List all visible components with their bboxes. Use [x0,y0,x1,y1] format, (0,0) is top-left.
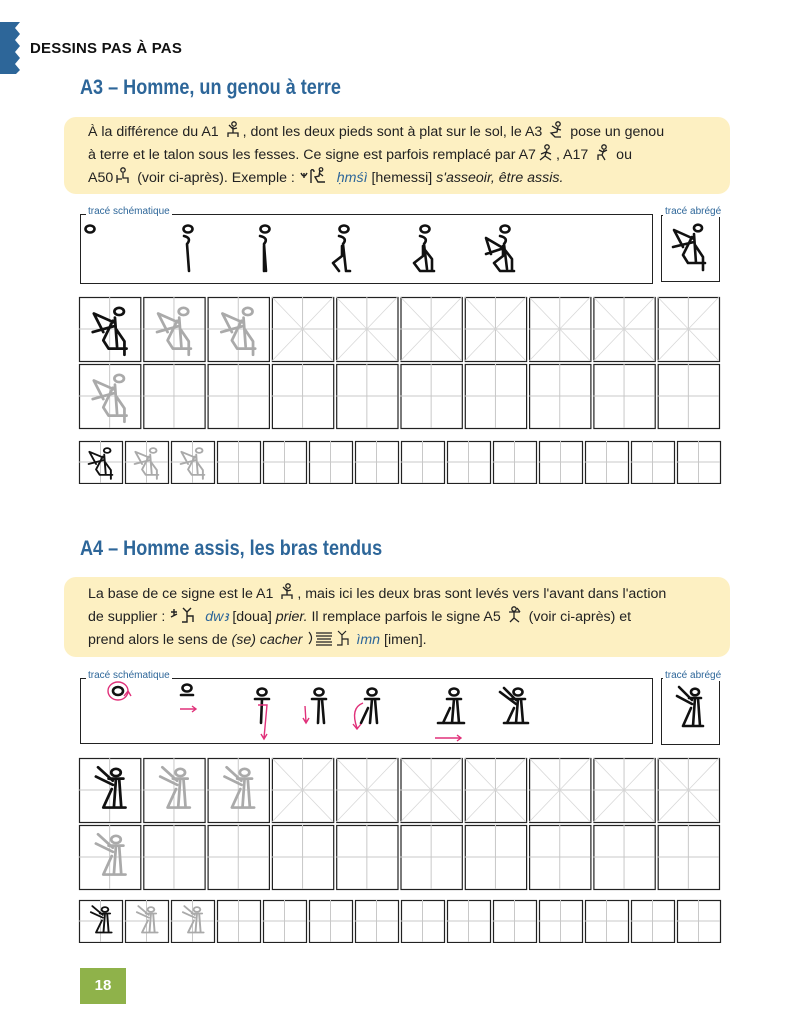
practice-cell [263,441,307,484]
practice-cell [336,297,398,362]
practice-cell [493,441,537,484]
practice-cell [593,364,655,429]
practice-cell [529,297,591,362]
practice-cell [125,900,169,943]
practice-cell [79,297,141,362]
text: prend alors le sens de [88,632,232,648]
a4-abbreviated-glyph [661,678,720,745]
practice-cell [309,900,353,943]
section-header: DESSINS PAS À PAS [30,40,183,57]
practice-cell [143,825,205,890]
example-hieroglyphs-icon [306,629,352,647]
practice-cell [208,364,270,429]
text: , A17 [555,147,593,163]
seated-man-glyph-icon [277,583,297,601]
practice-cell [658,758,720,823]
practice-cell [529,825,591,890]
practice-cell [401,825,463,890]
practice-cell [272,364,334,429]
section-title-a4: A4 – Homme assis, les bras tendus [80,537,383,560]
text: (voir ci-après) et [524,609,632,625]
section-title-a3: A3 – Homme, un genou à terre [80,76,341,99]
a4-small-practice-grid [78,899,725,943]
step-7 [500,688,528,723]
step-1 [86,226,95,233]
a3-abbreviated-glyph [661,215,720,282]
meaning: prier. [275,609,308,625]
a3-small-practice-grid [78,440,725,484]
practice-cell [143,364,205,429]
seated-man-glyph-icon [223,121,243,139]
practice-cell [539,900,583,943]
practice-cell [217,900,261,943]
practice-cell [631,441,675,484]
step-4 [333,226,350,272]
practice-cell [272,758,334,823]
step-3 [260,226,270,272]
practice-cell [631,900,675,943]
example-hieroglyphs-icon [299,167,333,185]
man-on-chair-glyph-icon [113,167,133,185]
practice-cell [447,900,491,943]
practice-cell [401,900,445,943]
practice-cell [447,441,491,484]
practice-cell [658,825,720,890]
practice-cell [585,441,629,484]
step-6 [438,689,464,724]
page-number: 18 [80,968,126,1004]
meaning: s'asseoir, être assis. [436,170,564,186]
a3-step-drawings [80,214,653,284]
callout-a4 [64,577,730,657]
practice-cell [336,364,398,429]
transliteration: dwꜣ [205,609,229,625]
a3-practice-grid [78,296,725,430]
text: (voir ci-après). Exemple : [133,170,295,186]
practice-cell [465,825,527,890]
text: Il remplace parfois le signe A5 [307,609,505,625]
practice-cell [355,900,399,943]
abbreviated-trace-label: tracé abrégé [665,206,722,217]
callout-a3 [64,117,730,194]
practice-cell [593,297,655,362]
a4-practice-grid [78,757,725,891]
text: à terre et le talon sous les fesses. Ce signe est parfois remplacé par A7 [88,147,536,163]
practice-cell [79,441,123,484]
practice-cell [493,900,537,943]
step-2 [184,226,193,272]
practice-cell [401,297,463,362]
header-badge-icon [0,22,20,74]
practice-cell [143,297,205,362]
practice-cell [539,441,583,484]
practice-cell [401,758,463,823]
text: À la différence du A1 [88,124,223,140]
schematic-trace-label: tracé schématique [88,670,170,681]
text: de supplier : [88,609,166,625]
man-kneeling-glyph-icon [536,144,556,162]
transliteration: ìmn [356,632,381,648]
practice-cell [585,900,629,943]
practice-cell [272,297,334,362]
text: [hemessi] [367,170,437,186]
practice-cell [217,441,261,484]
practice-cell [529,758,591,823]
practice-cell [272,825,334,890]
text: La base de ce signe est le A1 [88,586,278,602]
text: ou [612,147,632,163]
text: , mais ici les deux bras sont levés vers l'avant dans l'action [297,586,667,602]
practice-cell [593,758,655,823]
text: A50 [88,170,114,186]
practice-cell [171,441,215,484]
practice-cell [658,297,720,362]
practice-cell [336,825,398,890]
practice-cell [263,900,307,943]
practice-cell [529,364,591,429]
practice-cell [677,900,721,943]
practice-cell [125,441,169,484]
text: [doua] [228,609,276,625]
text: pose un genou [566,124,665,140]
step-5 [361,689,379,724]
step-2 [181,685,193,696]
practice-cell [208,297,270,362]
practice-cell [355,441,399,484]
practice-cell [677,441,721,484]
kneeling-man-glyph-icon [546,121,566,139]
hiding-man-glyph-icon [505,606,525,624]
practice-cell [208,758,270,823]
practice-cell [593,825,655,890]
practice-cell [79,364,141,429]
practice-cell [309,441,353,484]
practice-cell [336,758,398,823]
practice-cell [401,441,445,484]
text: [imen]. [380,632,427,648]
step-5 [414,226,434,272]
meaning: (se) cacher [231,632,303,648]
abbreviated-trace-label: tracé abrégé [665,670,722,681]
practice-cell [171,900,215,943]
step-1 [113,687,123,695]
man-sitting-glyph-icon [592,144,612,162]
practice-cell [143,758,205,823]
example-hieroglyphs-icon [169,606,201,624]
step-6 [486,226,514,272]
text: , dont les deux pieds sont à plat sur le sol, le A3 [242,124,547,140]
transliteration: ḥmśì [336,170,368,186]
practice-cell [79,900,123,943]
practice-cell [465,364,527,429]
practice-cell [79,825,141,890]
practice-cell [208,825,270,890]
step-4 [312,689,326,724]
practice-cell [79,758,141,823]
practice-cell [401,364,463,429]
practice-cell [465,758,527,823]
practice-cell [465,297,527,362]
practice-cell [658,364,720,429]
schematic-trace-label: tracé schématique [88,206,170,217]
a4-step-drawings [80,678,653,744]
